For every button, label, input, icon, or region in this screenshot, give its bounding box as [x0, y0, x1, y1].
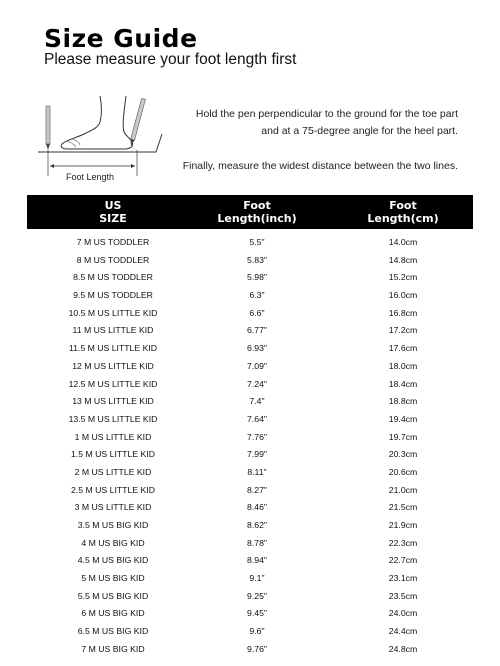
us-size-cell: 13 M US LITTLE KID: [72, 396, 154, 407]
us-size-cell: 2.5 M US LITTLE KID: [70, 484, 155, 495]
inch-cell: 7.99": [247, 449, 267, 460]
us-size-cell: 12 M US LITTLE KID: [72, 360, 154, 371]
inch-cell: 8.27": [247, 484, 267, 495]
us-size-cell: 13.5 M US LITTLE KID: [68, 413, 158, 424]
header-foot-length-inch: Foot Length(inch): [217, 199, 297, 225]
us-size-cell: 6.5 M US BIG KID: [77, 626, 149, 637]
inch-cell: 9.45": [247, 608, 267, 619]
instruction-line-3: Finally, measure the widest distance between the two lines.: [182, 160, 458, 172]
cm-cell: 19.4cm: [388, 413, 418, 424]
cm-cell: 24.8cm: [388, 643, 418, 654]
us-size-cell: 8 M US TODDLER: [76, 254, 150, 265]
cm-cell: 23.1cm: [388, 573, 418, 584]
table-row: [27, 588, 473, 606]
us-size-cell: 4 M US BIG KID: [81, 537, 145, 548]
heel-pen-icon: [129, 98, 146, 146]
inch-cell: 5.98": [247, 272, 267, 283]
inch-cell: 7.4": [249, 396, 265, 407]
cm-cell: 16.0cm: [388, 290, 418, 301]
instruction-line-1: Hold the pen perpendicular to the ground for the toe part: [195, 108, 458, 120]
cm-cell: 17.2cm: [388, 325, 418, 336]
us-size-cell: 3.5 M US BIG KID: [77, 520, 149, 530]
table-row: [27, 552, 473, 570]
header-foot-length-cm: Foot Length(cm): [367, 199, 439, 225]
cm-cell: 23.5cm: [388, 590, 418, 601]
cm-cell: 19.7cm: [388, 431, 418, 442]
header-us-size: US SIZE: [99, 199, 127, 225]
table-row: [27, 287, 473, 305]
cm-cell: 24.0cm: [388, 608, 418, 619]
cm-cell: 21.9cm: [388, 520, 418, 530]
inch-cell: 6.93": [247, 343, 267, 354]
instruction-line-2: and at a 75-degree angle for the heel part.: [261, 125, 458, 137]
table-row: [27, 605, 473, 623]
table-row: [27, 322, 473, 340]
inch-cell: 7.24": [247, 378, 267, 389]
table-row: [27, 517, 473, 535]
inch-cell: 8.94": [247, 555, 267, 566]
inch-cell: 7.09": [247, 360, 267, 371]
table-row: [27, 499, 473, 517]
us-size-cell: 8.5 M US TODDLER: [73, 272, 153, 283]
foot-length-label: Foot Length: [66, 172, 115, 182]
table-row: [27, 376, 473, 394]
us-size-cell: 12.5 M US LITTLE KID: [68, 378, 158, 389]
inch-cell: 8.11": [247, 466, 267, 477]
us-size-cell: 5.5 M US BIG KID: [77, 590, 149, 601]
table-row: [27, 482, 473, 500]
table-row: [27, 358, 473, 376]
table-row: [27, 570, 473, 588]
us-size-cell: 5 M US BIG KID: [81, 573, 145, 584]
us-size-cell: 6 M US BIG KID: [81, 608, 145, 619]
inch-cell: 9.25": [247, 590, 267, 601]
cm-cell: 22.7cm: [388, 555, 418, 566]
table-row: [27, 411, 473, 429]
cm-cell: 21.0cm: [388, 484, 418, 495]
us-size-cell: 1 M US LITTLE KID: [74, 431, 152, 442]
inch-cell: 9.76": [247, 643, 267, 654]
us-size-cell: 9.5 M US TODDLER: [73, 290, 153, 301]
table-row: [27, 535, 473, 553]
table-row: [27, 393, 473, 411]
cm-cell: 22.3cm: [388, 537, 418, 548]
us-size-cell: 10.5 M US LITTLE KID: [68, 307, 158, 318]
cm-cell: 24.4cm: [388, 626, 418, 637]
inch-cell: 9.6": [249, 626, 265, 637]
us-size-cell: 1.5 M US LITTLE KID: [70, 449, 155, 460]
cm-cell: 15.2cm: [388, 272, 418, 283]
inch-cell: 6.6": [249, 307, 265, 318]
table-row: [27, 252, 473, 270]
inch-cell: 7.76": [247, 431, 267, 442]
cm-cell: 20.6cm: [388, 466, 418, 477]
us-size-cell: 11.5 M US LITTLE KID: [68, 343, 158, 354]
inch-cell: 5.5": [249, 237, 265, 247]
size-table-body: [27, 234, 473, 659]
table-row: [27, 340, 473, 358]
page-title: Size Guide: [44, 24, 198, 53]
cm-cell: 16.8cm: [388, 307, 418, 318]
foot-outline: [61, 96, 132, 149]
table-row: [27, 269, 473, 287]
us-size-cell: 7 M US BIG KID: [81, 643, 145, 654]
inch-cell: 6.3": [249, 290, 265, 301]
table-row: [27, 429, 473, 447]
inch-cell: 8.78": [247, 537, 267, 548]
inch-cell: 8.62": [247, 520, 267, 530]
cm-cell: 17.6cm: [388, 343, 418, 354]
inch-cell: 7.64": [247, 413, 267, 424]
inch-cell: 5.83": [247, 254, 267, 265]
inch-cell: 6.77": [247, 325, 267, 336]
cm-cell: 18.0cm: [388, 360, 418, 371]
cm-cell: 14.0cm: [388, 237, 418, 247]
cm-cell: 21.5cm: [388, 502, 418, 513]
table-row: [27, 641, 473, 659]
cm-cell: 18.4cm: [388, 378, 418, 389]
table-row: [27, 305, 473, 323]
us-size-cell: 2 M US LITTLE KID: [74, 466, 152, 477]
us-size-cell: 11 M US LITTLE KID: [72, 325, 154, 336]
table-header: [27, 195, 473, 229]
toe-pen-icon: [46, 106, 50, 150]
cm-cell: 18.8cm: [388, 396, 418, 407]
inch-cell: 9.1": [249, 573, 265, 584]
table-row: [27, 464, 473, 482]
inch-cell: 8.46": [247, 502, 267, 513]
cm-cell: 20.3cm: [388, 449, 418, 460]
us-size-cell: 3 M US LITTLE KID: [74, 502, 152, 513]
table-row: [27, 623, 473, 641]
us-size-cell: 7 M US TODDLER: [76, 237, 150, 247]
page-subtitle: Please measure your foot length first: [44, 51, 297, 68]
table-row: [27, 234, 473, 252]
cm-cell: 14.8cm: [388, 254, 418, 265]
table-row: [27, 446, 473, 464]
us-size-cell: 4.5 M US BIG KID: [77, 555, 149, 566]
